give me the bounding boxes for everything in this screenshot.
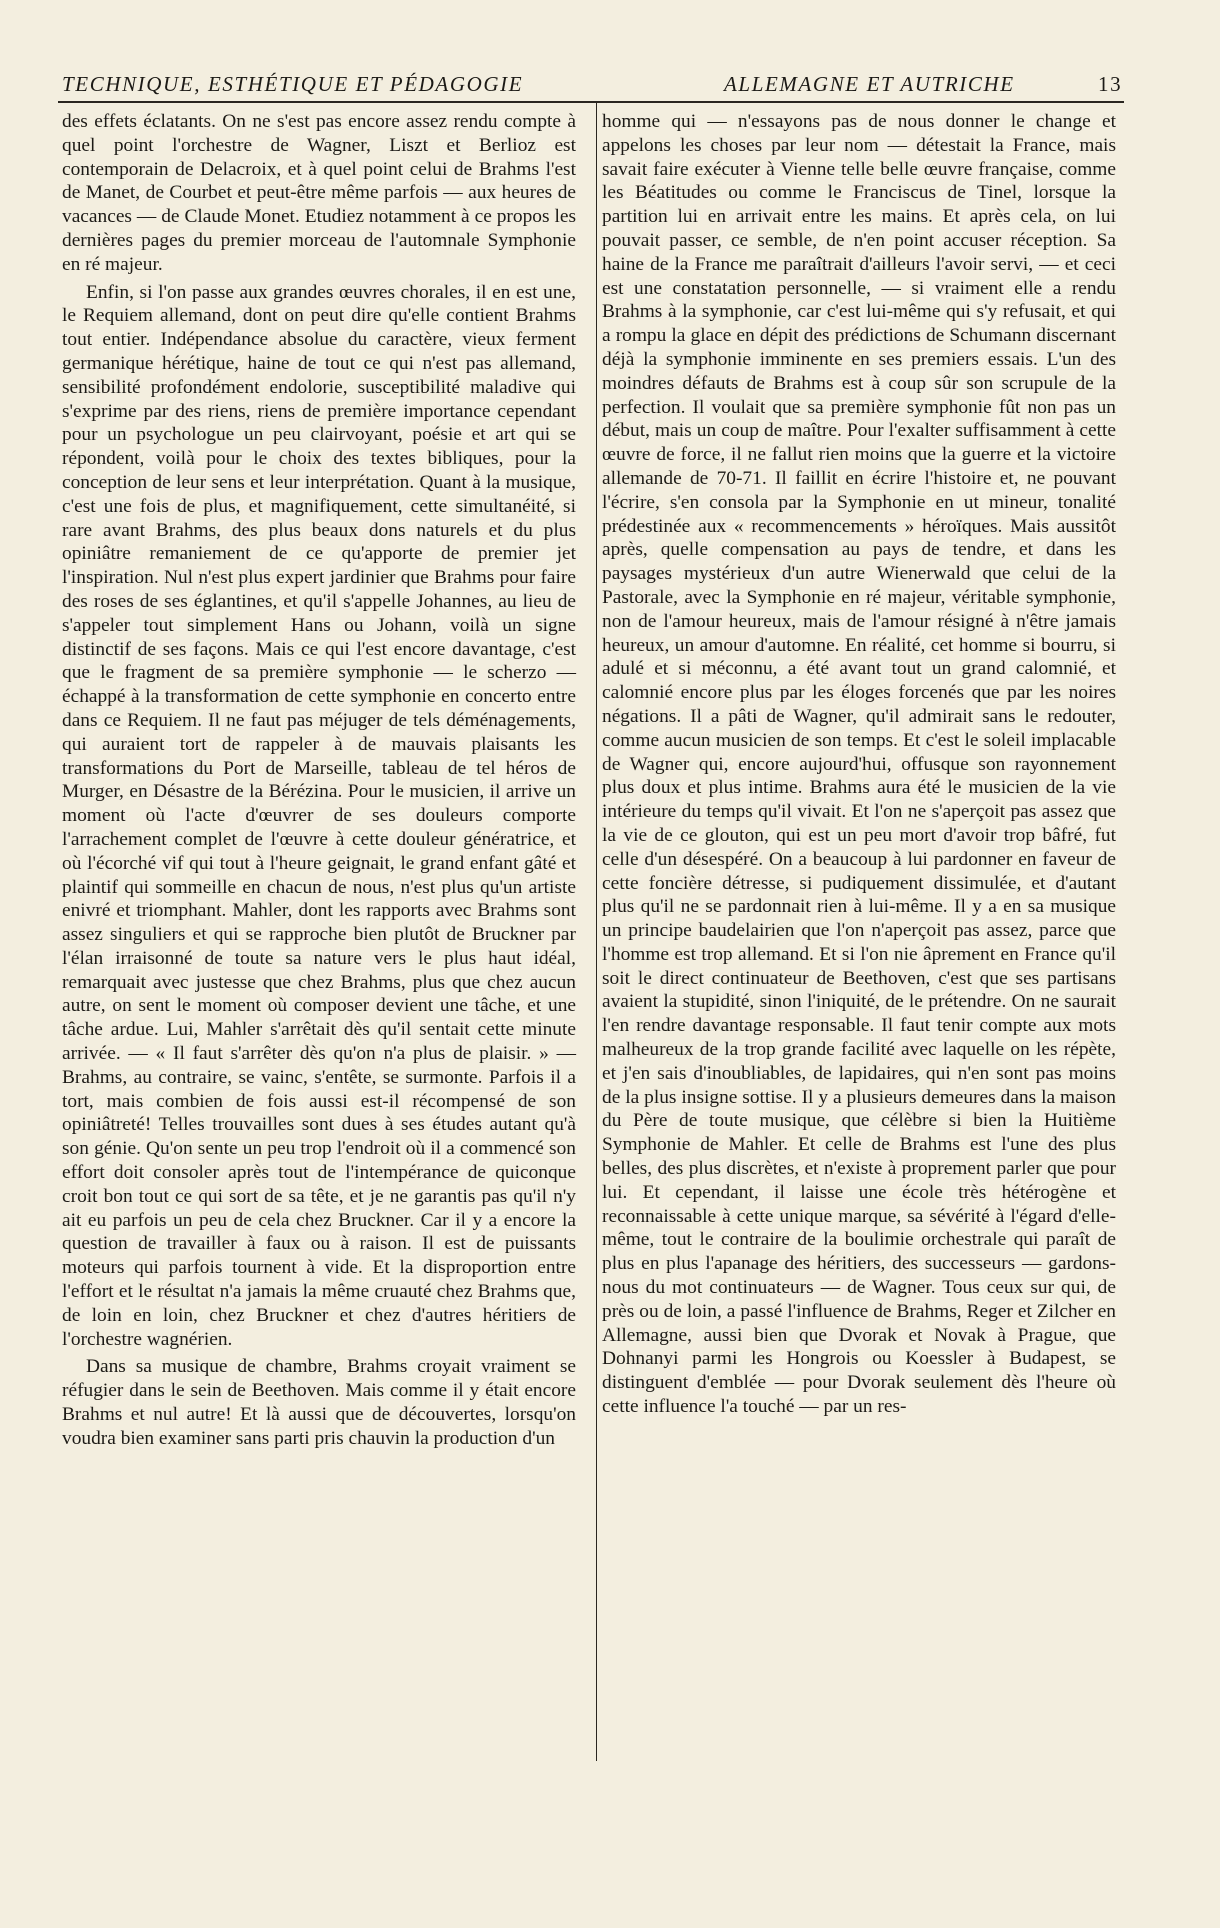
column-divider bbox=[596, 103, 597, 1761]
right-column bbox=[602, 110, 1116, 1423]
running-header-right: ALLEMAGNE ET AUTRICHE bbox=[724, 72, 1015, 96]
paragraph: Dans sa musique de chambre, Brahms croyait vraiment se réfugier dans le sein de Beethoven. Mais comme il y était encore Brahms et nul autre! Et là aussi que de découvertes, lorsqu'on voudra bien examiner sans parti pris chauvin la production d'un bbox=[62, 1356, 576, 1449]
paragraph: Enfin, si l'on passe aux grandes œuvres chorales, il en est une, le Requiem allemand, dont on peut dire qu'elle contient Brahms tout entier. Indépendance absolue du caractère, vieux ferment germanique hérétique, haine de tout ce qui n'est pas allemand, sensibilité profondément endolorie, susceptibilité maladive qui s'exprime par des riens, riens de première importance cependant pour un psychologue un peu clairvoyant, poésie et art qui se répondent, voilà pour le choix des textes bibliques, pour la conception de leur sens et leur interprétation. Quant à la musique, c'est une fois de plus, et magnifiquement, cette simultanéité, si rare avant Brahms, des plus beaux dons naturels et du plus opiniâtre remaniement de ce qu'apporte de premier jet l'inspiration. Nul n'est plus expert jardinier que Brahms pour faire des roses de ses églantines, et qu'il s'appelle Johannes, au lieu de s'appeler tout simplement Hans ou Johann, voilà un signe distinctif de ses façons. Mais ce qui l'est encore davantage, c'est que le fragment de sa première symphonie — le scherzo — échappé à la transformation de cette symphonie en concerto entre dans ce Requiem. Il ne faut pas méjuger de tels déménagements, qui auraient tort de rappeler à de mauvais plaisants les transformations du Port de Marseille, tableau de tel héros de Murger, en Désastre de la Bérézina. Pour le musicien, il arrive un moment où l'acte d'œuvrer de ses douleurs comporte l'arrachement complet de l'œuvre à cette douleur génératrice, et où l'écorché vif qui tout à l'heure geignait, le grand enfant gâté et plaintif qui sommeille en chacun de nous, n'est plus qu'un artiste enivré et triomphant. Mahler, dont les rapports avec Brahms sont assez singuliers et qui se rapproche bien plutôt de Bruckner par l'élan irraisonné de toute sa nature vers le plus haut idéal, remarquait avec justesse que chez Brahms, plus que chez aucun autre, on sent le moment où composer devient une tâche, et une tâche ardue. Lui, Mahler s'arrêtait dès qu'il sentait cette minute arrivée. — « Il faut s'arrêter dès qu'on n'a plus de plaisir. » — Brahms, au contraire, se vainc, s'entête, se surmonte. Parfois il a tort, mais combien de fois aussi est-il récompensé de son opiniâtreté! Telles trouvailles sont dues à ses études autant qu'à son génie. Qu'on sente un peu trop l'endroit où il a commencé son effort doit consoler après tout de l'intempérance de quiconque croit bon tout ce qui sort de sa tête, et je ne garantis pas qu'il n'y ait eu parfois un peu de cela chez Bruckner. Car il y a encore la question de travailler à faux ou à raison. Il est de puissants moteurs qui parfois tournent à vide. Et la disproportion entre l'effort et le résultat n'a jamais la même cruauté chez Brahms que, de loin en loin, chez Bruckner et chez d'autres héritiers de l'orchestre wagnérien. bbox=[62, 281, 576, 1350]
paragraph: homme qui — n'essayons pas de nous donner le change et appelons les choses par leur nom — détestait la France, mais savait faire exécuter à Vienne telle belle œuvre française, comme les Béatitudes ou comme le Franciscus de Tinel, lorsque la partition lui en arrivait entre les mains. Et après cela, on lui pouvait passer, ce semble, de n'en point accuser réception. Sa haine de la France me paraîtrait d'ailleurs l'avoir servi, — et ceci est une constatation personnelle, — si vraiment elle a rendu Brahms à la symphonie, car c'est lui-même qui s'y refusait, et qui a rompu la glace en dépit des prédictions de Schumann discernant déjà la symphonie imminente en ses premiers essais. L'un des moindres défauts de Brahms est à coup sûr son scrupule de la perfection. Il voulait que sa première symphonie fût non pas un début, mais un coup de maître. Pour l'exalter suffisamment à cette œuvre de force, il ne fallut rien moins que la guerre et la victoire allemande de 70-71. Il faillit en écrire l'histoire et, ne pouvant l'écrire, s'en consola par la Symphonie en ut mineur, tonalité prédestinée aux « recommencements » héroïques. Mais aussitôt après, quelle compensation au pays de tendre, et dans les paysages mystérieux d'un autre Wienerwald que celui de la Pastorale, avec la Symphonie en ré majeur, véritable symphonie, non de l'amour heureux, mais de l'amour résigné à n'être jamais heureux, un amour d'automne. En réalité, cet homme si bourru, si adulé et si méconnu, a été avant tout un grand calomnié, et calomnié encore plus par les éloges forcenés que par les noires négations. Il a pâti de Wagner, qu'il admirait sans le redouter, comme aucun musicien de son temps. Et c'est le soleil implacable de Wagner qui, encore aujourd'hui, offusque son rayonnement plus doux et plus intime. Brahms aura été le musicien de la vie intérieure du temps qu'il vivait. Et l'on ne s'aperçoit pas assez que la vie de ce glouton, qui est un peu mort d'avoir trop bâfré, fut celle d'un désespéré. On a beaucoup à lui pardonner en faveur de cette foncière détresse, si pudiquement dissimulée, et d'autant plus qu'il ne se pardonnait rien à lui-même. Il y a en sa musique un principe baudelairien que l'on n'aperçoit pas assez, parce que l'homme est trop allemand. Et si l'on nie âprement en France qu'il soit le direct continuateur de Beethoven, c'est que ses partisans avaient la stupidité, sinon l'iniquité, de le prétendre. On ne saurait l'en rendre davantage responsable. Il faut tenir compte aux mots malheureux de la trop grande facilité avec laquelle on les répète, et j'en sais d'inoubliables, de lapidaires, qui n'en sont pas moins de la plus insigne sottise. Il y a plusieurs demeures dans la maison du Père de toute musique, que célèbre si bien la Huitième Symphonie de Mahler. Et celle de Brahms est l'une des plus belles, des plus discrètes, et n'existe à proprement parler que pour lui. Et cependant, il laisse une école très hétérogène et reconnaissable à cette unique marque, sa sévérité à l'égard d'elle-même, tout le contraire de la boulimie orchestrale qui paraît de plus en plus l'apanage des héritiers, des successeurs — gardons-nous du mot continuateurs — de Wagner. Tous ceux sur qui, de près ou de loin, a passé l'influence de Brahms, Reger et Zilcher en Allemagne, aussi bien que Dvorak et Novak à Prague, que Dohnanyi parmi les Hongrois ou Koessler à Budapest, se distinguent d'emblée — pour Dvorak seulement dès l'heure où cette influence l'a touché — par un res- bbox=[602, 111, 1116, 1418]
paragraph: des effets éclatants. On ne s'est pas encore assez rendu compte à quel point l'orchestre de Wagner, Liszt et Berlioz est contemporain de Delacroix, et à quel point celui de Brahms l'est de Manet, de Courbet et peut-être même parfois — aux heures de vacances — de Claude Monet. Etudiez notamment à ce propos les dernières pages du premier morceau de l'automnale Symphonie en ré majeur. bbox=[62, 111, 576, 275]
running-header-left: TECHNIQUE, ESTHÉTIQUE ET PÉDAGOGIE bbox=[62, 72, 524, 96]
left-column bbox=[62, 110, 576, 1455]
header-rule bbox=[58, 101, 1124, 103]
page-number: 13 bbox=[1098, 72, 1123, 96]
